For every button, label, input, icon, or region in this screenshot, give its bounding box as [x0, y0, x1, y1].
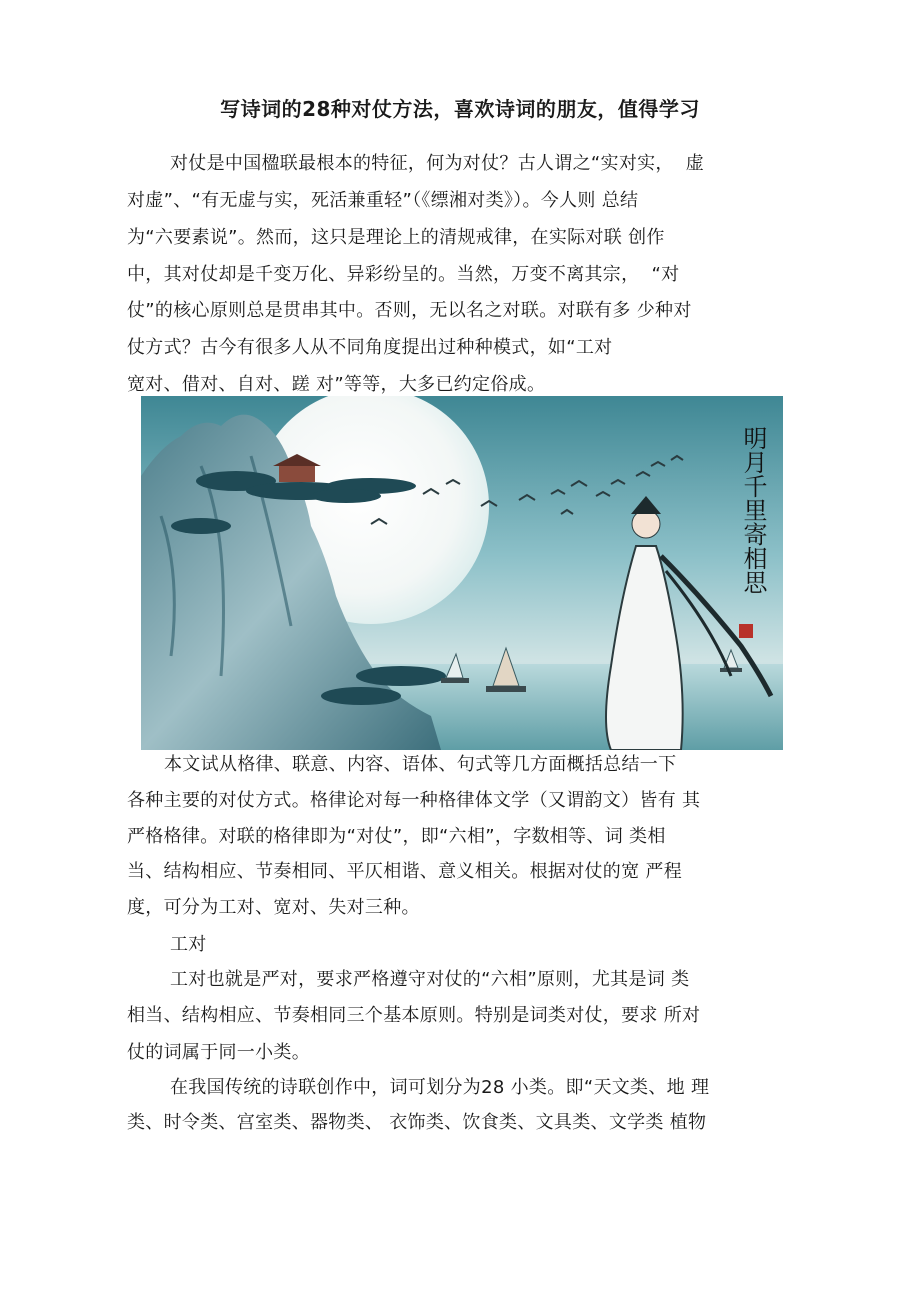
- paragraph-line: 为“六要素说”。然而，这只是理论上的清规戒律，在实际对联 创作: [127, 227, 665, 248]
- paragraph-line: 仗”的核心原则总是贯串其中。否则，无以名之对联。对联有多 少种对: [127, 300, 692, 321]
- paragraph-line: 仗的词属于同一小类。: [127, 1042, 310, 1063]
- paragraph-line: 度，可分为工对、宽对、失对三种。: [127, 897, 420, 918]
- paragraph-line: 相当、结构相应、节奏相同三个基本原则。特别是词类对仗，要求 所对: [127, 1005, 701, 1026]
- paragraph-line: 当、结构相应、节奏相同、平仄相谐、意义相关。根据对仗的宽 严程: [127, 861, 683, 882]
- calligraphy-inscription: 明月千里寄相思: [739, 426, 767, 594]
- paragraph-line: 工对也就是严对，要求严格遵守对仗的“六相”原则，尤其是词 类: [170, 969, 690, 990]
- paragraph-line: 宽对、借对、自对、蹉 对”等等，大多已约定俗成。: [127, 374, 546, 395]
- paragraph-line: 严格格律。对联的格律即为“对仗”，即“六相”，字数相等、词 类相: [127, 826, 666, 847]
- red-seal-stamp: [739, 624, 753, 638]
- paragraph-line: 对仗是中国楹联最根本的特征，何为对仗？古人谓之“实对实， 虚: [170, 153, 705, 174]
- document-title: 写诗词的28种对仗方法，喜欢诗词的朋友，值得学习: [220, 97, 700, 121]
- paragraph-line: 仗方式？古今有很多人从不同角度提出过种种模式，如“工对: [127, 337, 613, 358]
- paragraph-line: 各种主要的对仗方式。格律论对每一种格律体文学（又谓韵文）皆有 其: [127, 790, 701, 811]
- ink-painting-illustration: [141, 396, 783, 750]
- paragraph-line: 类、时令类、宫室类、器物类、 衣饰类、饮食类、文具类、文学类 植物: [127, 1112, 707, 1133]
- paragraph-line: 对虚”、“有无虚与实，死活兼重轻”（《缥湘对类》）。今人则 总结: [127, 190, 639, 211]
- paragraph-line: 中，其对仗却是千变万化、异彩纷呈的。当然，万变不离其宗， “对: [127, 264, 680, 285]
- section-heading: 工对: [170, 934, 207, 955]
- paragraph-line: 本文试从格律、联意、内容、语体、句式等几方面概括总结一下: [164, 754, 677, 775]
- pavilion: [279, 466, 315, 482]
- paragraph-line: 在我国传统的诗联创作中，词可划分为28 小类。即“天文类、地 理: [170, 1077, 710, 1098]
- ink-painting-svg: [141, 396, 783, 750]
